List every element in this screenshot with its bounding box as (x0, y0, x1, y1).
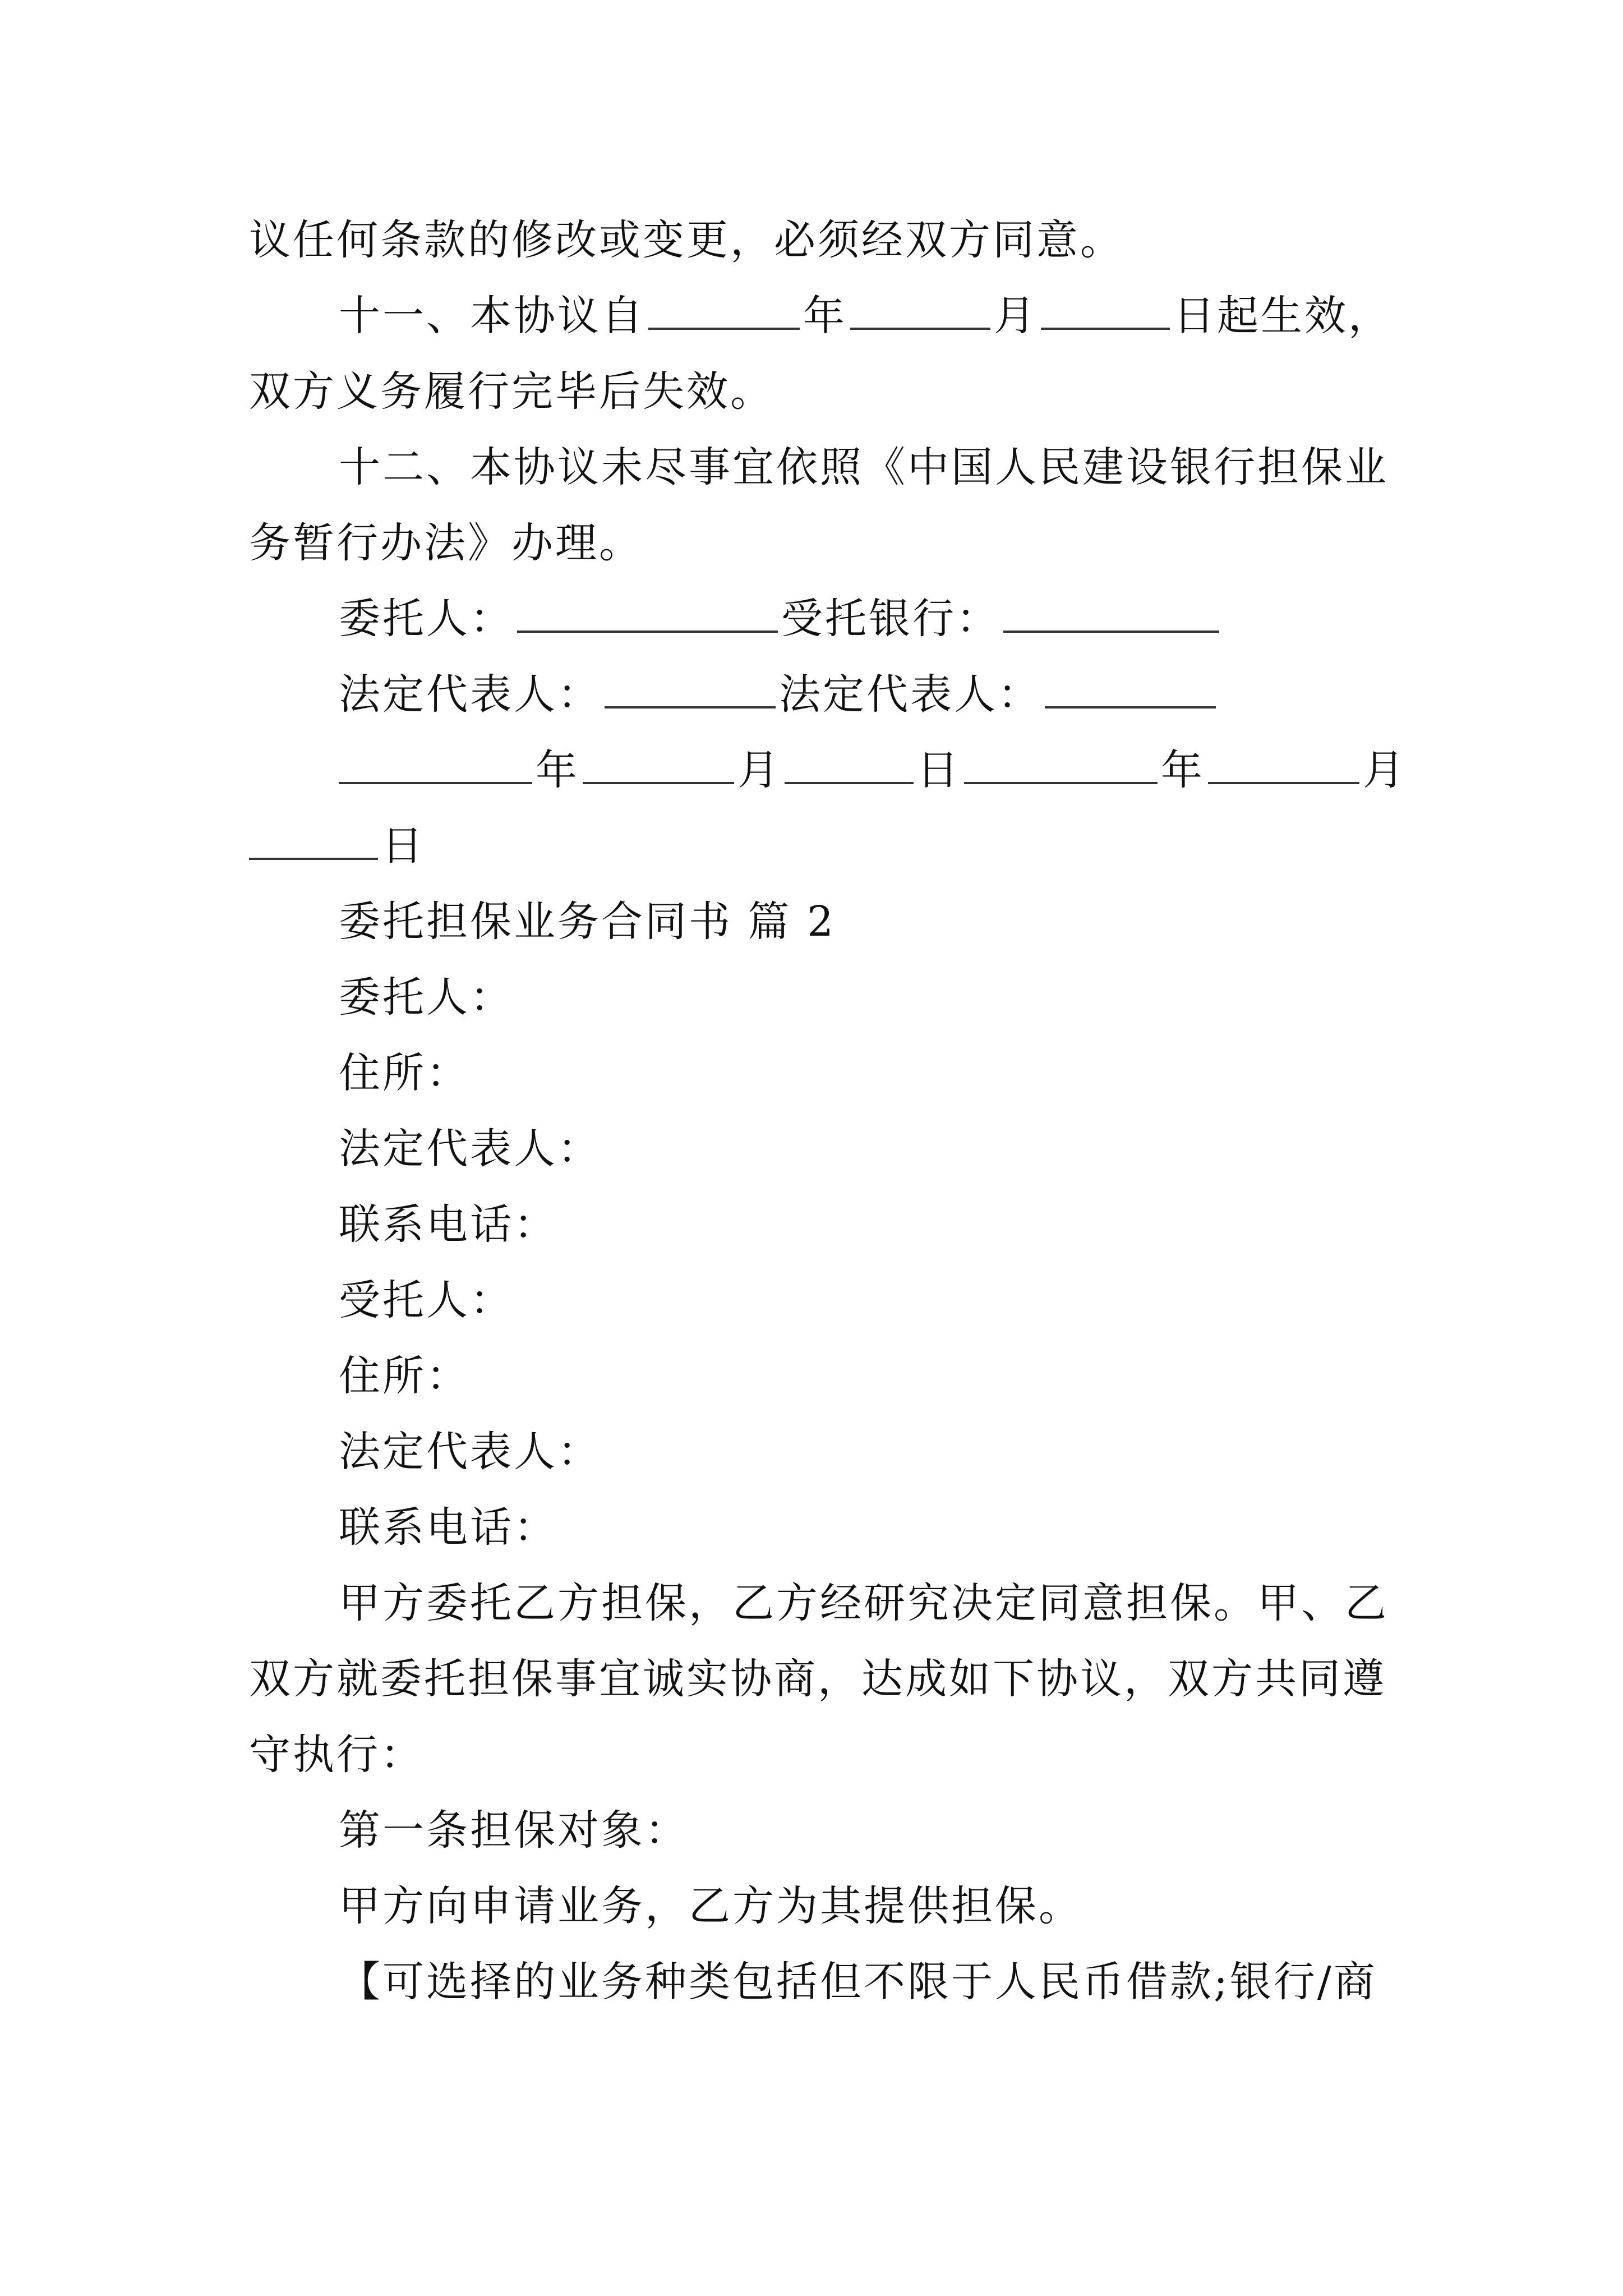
text: 【可选择的业务种类包括但不限于人民币借款;银行/商 (339, 1958, 1377, 2006)
text: 年 (536, 746, 579, 794)
text: 法定代表人： (339, 1125, 601, 1173)
text-line (0, 742, 1623, 798)
text-line (0, 1954, 1623, 2010)
text: 委托担保业务合同书 篇 2 (339, 898, 836, 946)
text: 法定代表人： (779, 670, 1041, 719)
text: 双方义务履行完毕后失效。 (249, 367, 774, 416)
blank-field (249, 818, 378, 860)
text-line (0, 1651, 1623, 1707)
section-heading (0, 894, 1623, 950)
text-line (0, 591, 1623, 647)
text-line (0, 439, 1623, 495)
text: 守执行： (249, 1731, 424, 1779)
text-line (0, 969, 1623, 1025)
blank-field (648, 288, 800, 330)
text: 委托人： (339, 595, 514, 643)
text: 甲方向申请业务，乙方为其提供担保。 (339, 1882, 1082, 1930)
text-line (0, 1499, 1623, 1556)
text: 年 (803, 292, 847, 340)
text: 受托银行： (781, 595, 1000, 643)
text-line (0, 1575, 1623, 1631)
text-line (0, 1121, 1623, 1177)
blank-field (605, 667, 776, 708)
blank-field (339, 743, 532, 784)
text-line (0, 1424, 1623, 1480)
text: 法定代表人： (339, 670, 601, 719)
text: 月 (1363, 746, 1407, 794)
text: 年 (1161, 746, 1205, 794)
text-line (0, 1802, 1623, 1858)
text: 十二、本协议未尽事宜依照《中国人民建设银行担保业 (339, 443, 1389, 491)
text: 日起生效， (1173, 292, 1392, 340)
blank-field (850, 288, 990, 330)
blank-field (1003, 591, 1219, 633)
blank-field (583, 743, 734, 784)
blank-field (1208, 743, 1359, 784)
text: 联系电话： (339, 1503, 557, 1552)
text: 月 (737, 746, 781, 794)
text: 务暂行办法》办理。 (249, 519, 643, 567)
text: 双方就委托担保事宜诚实协商，达成如下协议，双方共同遵 (249, 1655, 1386, 1703)
text: 议任何条款的修改或变更，必须经双方同意。 (249, 216, 1124, 264)
text-line (0, 1878, 1623, 1934)
text-line (0, 515, 1623, 571)
blank-field (517, 591, 778, 633)
text-line (0, 1197, 1623, 1253)
text: 月 (994, 292, 1038, 340)
text: 日 (917, 746, 961, 794)
text-line (0, 818, 1623, 874)
text: 委托人： (339, 973, 514, 1022)
text-line (0, 1727, 1623, 1783)
text: 住所： (339, 1049, 470, 1097)
text: 甲方委托乙方担保，乙方经研究决定同意担保。甲、乙 (339, 1579, 1389, 1627)
text-line (0, 212, 1623, 268)
text-line (0, 666, 1623, 723)
blank-field (1041, 288, 1170, 330)
blank-field (964, 743, 1158, 784)
text: 十一、本协议自 (339, 292, 645, 340)
blank-field (1045, 667, 1216, 708)
text-line (0, 288, 1623, 344)
text: 受托人： (339, 1276, 514, 1324)
text-line (0, 1045, 1623, 1101)
text: 第一条担保对象： (339, 1806, 689, 1855)
text: 联系电话： (339, 1200, 557, 1249)
blank-field (785, 743, 914, 784)
text-line (0, 1348, 1623, 1404)
text: 日 (381, 822, 425, 870)
text-line (0, 364, 1623, 420)
text: 法定代表人： (339, 1428, 601, 1476)
text-line (0, 1272, 1623, 1328)
text: 住所： (339, 1352, 470, 1400)
